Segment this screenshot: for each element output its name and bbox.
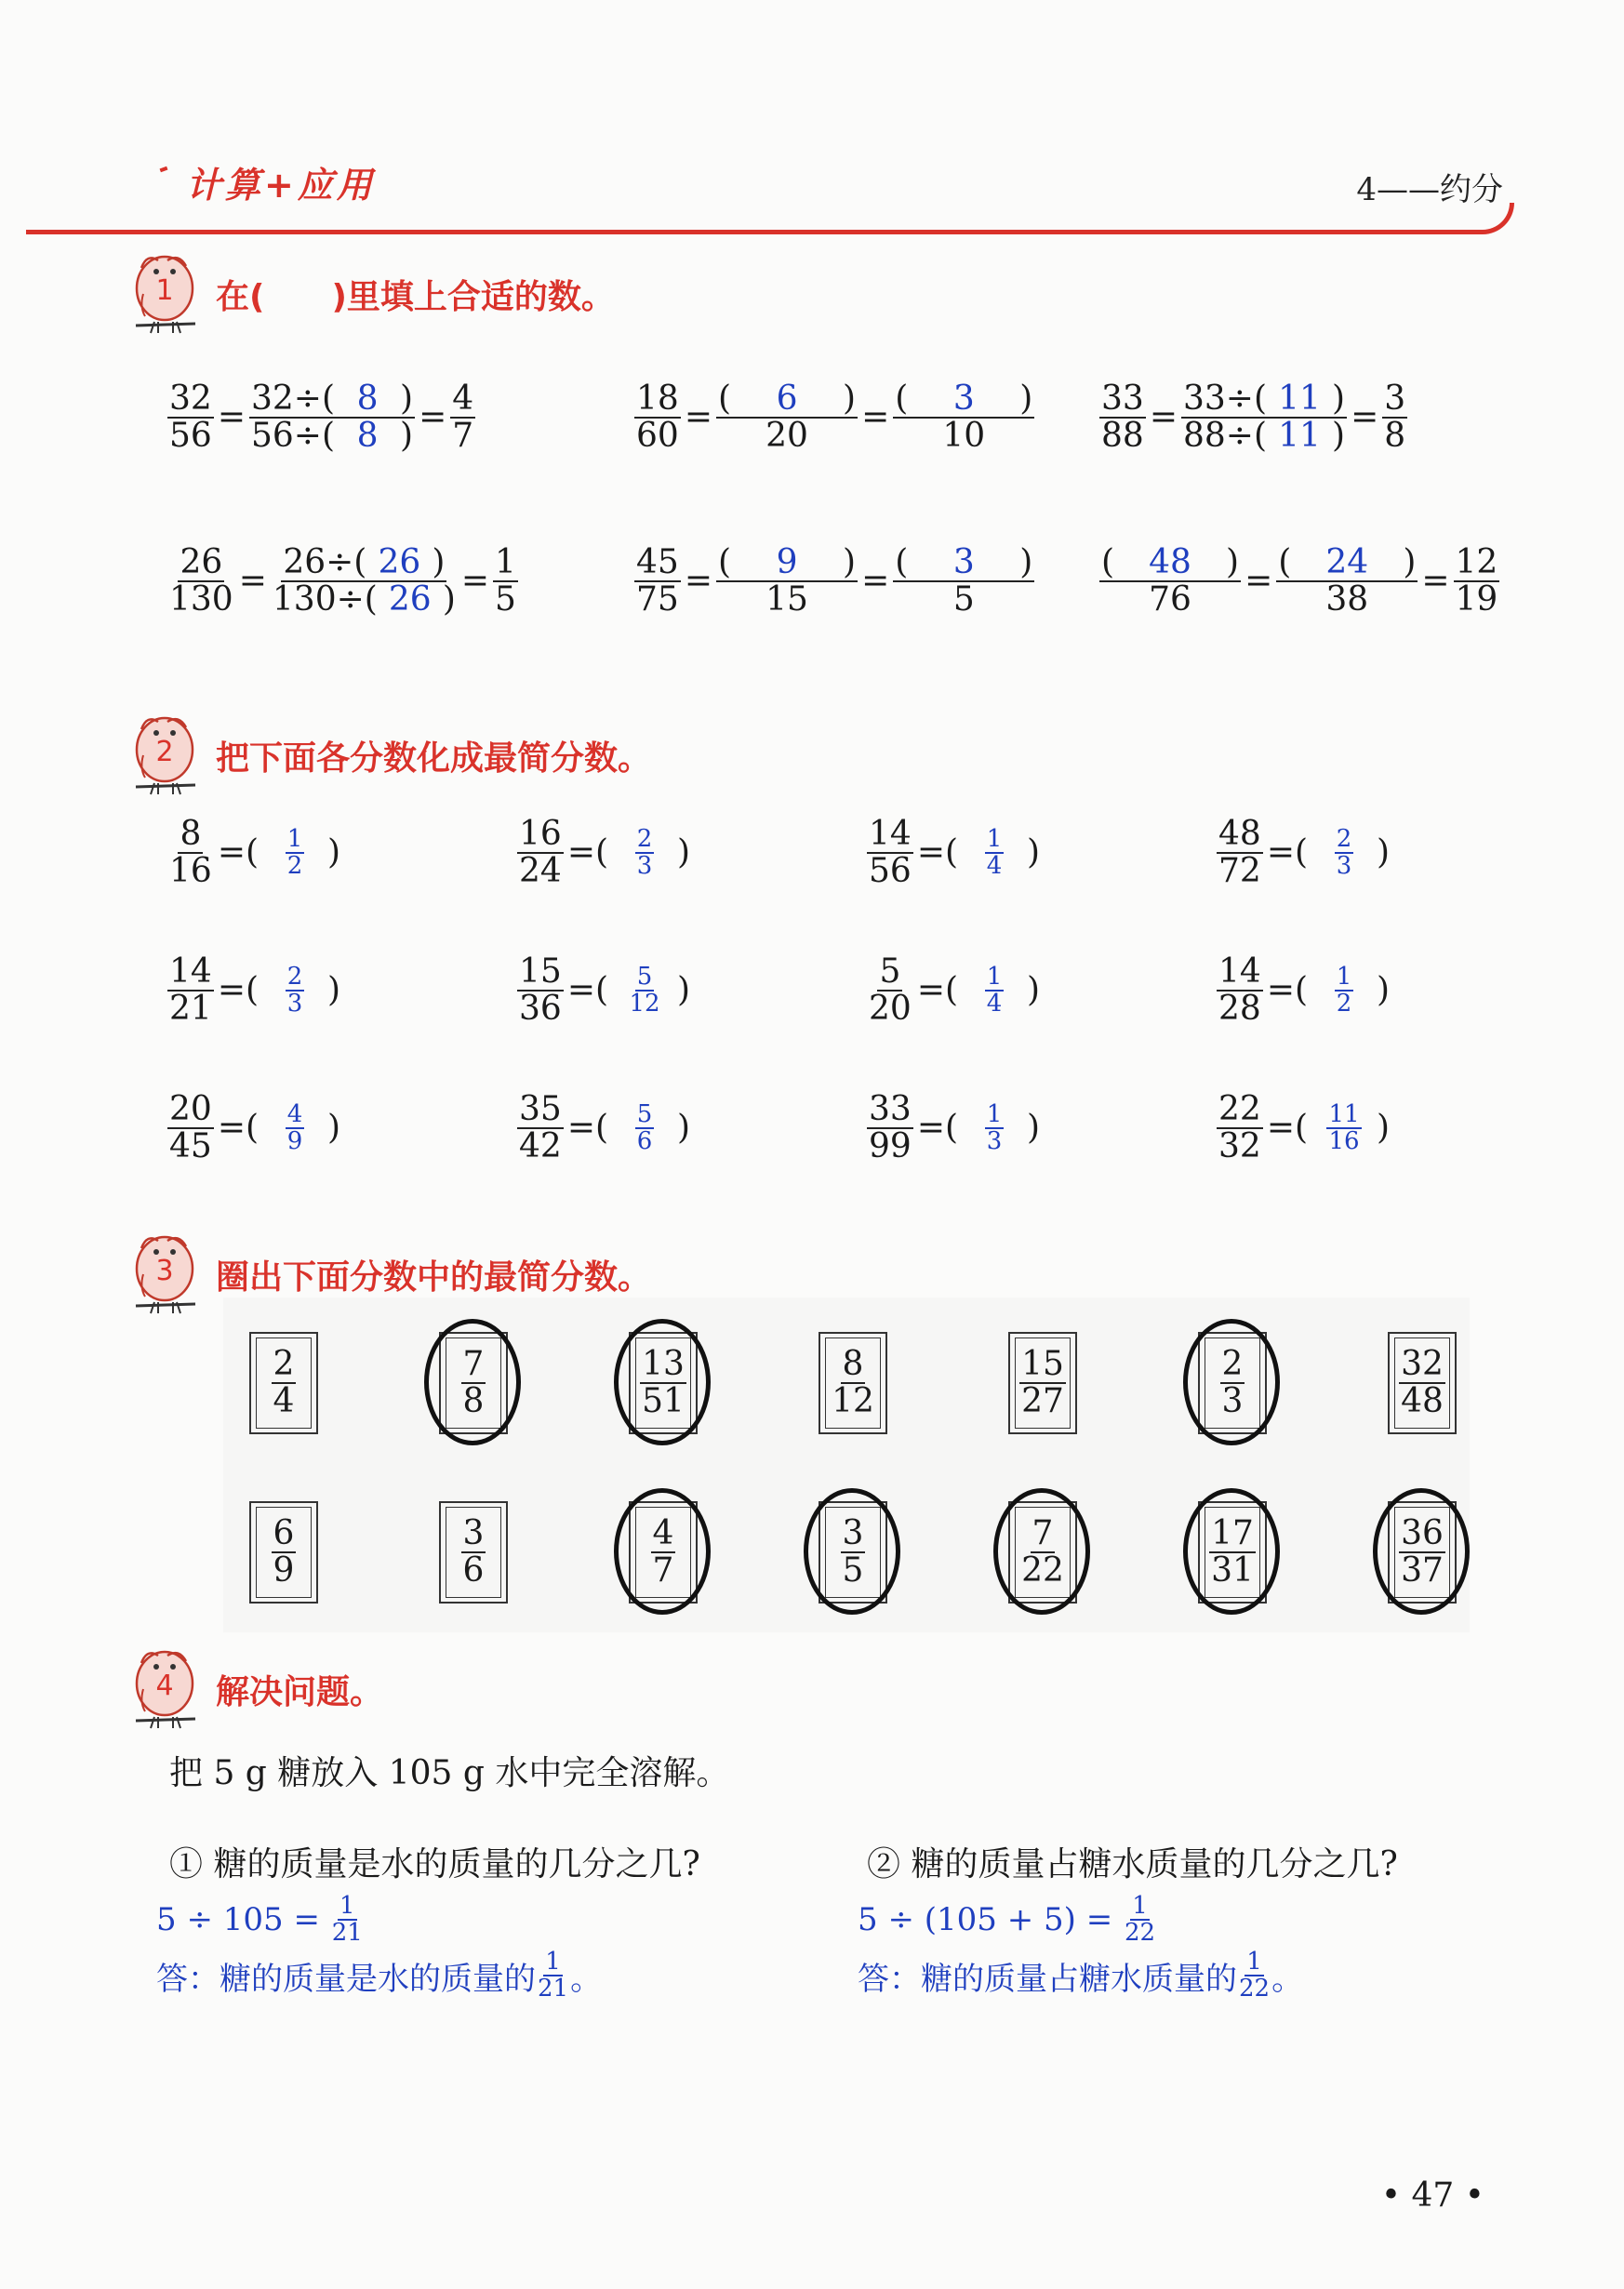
owl-badge-icon	[130, 711, 199, 800]
section-3-number: 3	[155, 1255, 174, 1287]
section-4-header	[130, 1644, 383, 1734]
s3-fraction-box: $\frac{32}{48}$	[1388, 1332, 1457, 1434]
s2-item: $\frac{15}{36}$ =( $\frac{5}{12}$ )	[519, 952, 691, 1028]
s1-eq-3: $\frac{33}{88}$ = $\frac{33\div( 11 )}{88\div( 11 )}$ = $\frac{3}{8}$	[1101, 379, 1406, 455]
s3-fraction-box: $\frac{2}{3}$	[1198, 1332, 1267, 1434]
s2-item: $\frac{16}{24}$ =( $\frac{2}{3}$ )	[519, 815, 691, 890]
s2-item: $\frac{14}{56}$ =( $\frac{1}{4}$ )	[869, 815, 1041, 890]
s3-circle-mark	[614, 1319, 711, 1445]
s3-fraction-box: $\frac{3}{5}$	[819, 1501, 887, 1604]
header-chapter: 4——约分	[1356, 171, 1503, 208]
owl-badge-icon	[130, 1230, 199, 1319]
section-1-header	[130, 249, 615, 339]
s3-circle-mark	[1373, 1488, 1470, 1615]
owl-badge-icon	[130, 1644, 199, 1734]
s2-item: $\frac{14}{21}$ =( $\frac{2}{3}$ )	[169, 952, 341, 1028]
owl-badge-icon	[130, 249, 199, 339]
s2-item: $\frac{33}{99}$ =( $\frac{1}{3}$ )	[869, 1090, 1041, 1165]
section-2-number: 2	[155, 736, 174, 768]
s3-circle-mark	[424, 1319, 521, 1445]
s2-item: $\frac{20}{45}$ =( $\frac{4}{9}$ )	[169, 1090, 341, 1165]
s2-item: $\frac{35}{42}$ =( $\frac{5}{6}$ )	[519, 1090, 691, 1165]
answer-1-text: 答：糖的质量是水的质量的 $\frac{1}{21}$ 。	[156, 1948, 603, 2003]
s2-item: $\frac{48}{72}$ =( $\frac{2}{3}$ )	[1218, 815, 1391, 890]
section-2-title: 把下面各分数化成最简分数。	[216, 739, 652, 778]
s2-item: $\frac{5}{20}$ =( $\frac{1}{4}$ )	[869, 952, 1041, 1028]
header-underline	[26, 203, 1514, 234]
s3-fraction-box: $\frac{4}{7}$	[629, 1501, 698, 1604]
s3-circle-mark	[804, 1488, 900, 1615]
header-title: 计算+应用	[186, 165, 376, 206]
s3-fraction-box: $\frac{15}{27}$	[1008, 1332, 1077, 1434]
question-2: ② 糖的质量占糖水质量的几分之几?	[867, 1845, 1398, 1883]
s3-circle-mark	[993, 1488, 1090, 1615]
s3-fraction-box: $\frac{2}{4}$	[249, 1332, 318, 1434]
problem-statement: 把 5 g 糖放入 105 g 水中完全溶解。	[169, 1754, 730, 1792]
s2-item: $\frac{8}{16}$ =( $\frac{1}{2}$ )	[169, 815, 341, 890]
s1-eq-2: $\frac{18}{60}$ = $\frac{( 6 )}{20}$ = $\frac{( 3 )}{10}$	[636, 379, 1033, 455]
section-1-title: 在( )里填上合适的数。	[216, 277, 615, 316]
s3-circle-mark	[614, 1488, 711, 1615]
s1-eq-1: $\frac{32}{56}$ = $\frac{32\div( 8 )}{56\div( 8 )}$ = $\frac{4}{7}$	[169, 379, 474, 455]
s3-circle-mark	[1183, 1488, 1280, 1615]
s1-eq-6: $\frac{( 48 )}{76}$ = $\frac{( 24 )}{38}$ = $\frac{12}{19}$	[1101, 543, 1498, 619]
s3-fraction-box: $\frac{36}{37}$	[1388, 1501, 1457, 1604]
s3-fraction-box: $\frac{7}{8}$	[439, 1332, 508, 1434]
s2-item: $\frac{22}{32}$ =( $\frac{11}{16}$ )	[1218, 1090, 1391, 1165]
section-2-header	[130, 711, 651, 800]
answer-1-calc: 5 ÷ 105 = $\frac{1}{21}$	[156, 1892, 363, 1948]
question-1: ① 糖的质量是水的质量的几分之几?	[169, 1845, 700, 1883]
section-4-title: 解决问题。	[216, 1672, 384, 1711]
s3-fraction-box: $\frac{6}{9}$	[249, 1501, 318, 1604]
s3-fraction-box: $\frac{13}{51}$	[629, 1332, 698, 1434]
answer-2-text: 答：糖的质量占糖水质量的 $\frac{1}{22}$ 。	[858, 1948, 1304, 2003]
s3-circle-mark	[1183, 1319, 1280, 1445]
s1-eq-4: $\frac{26}{130}$ = $\frac{26\div( 26 )}{130\div( 26 )}$ = $\frac{1}{5}$	[169, 543, 516, 619]
section-4-number: 4	[155, 1670, 174, 1702]
section-1-number: 1	[155, 274, 174, 307]
page-number: • 47 •	[1380, 2176, 1484, 2215]
header-tick	[160, 166, 168, 172]
s3-fraction-box: $\frac{17}{31}$	[1198, 1501, 1267, 1604]
s3-fraction-box: $\frac{3}{6}$	[439, 1501, 508, 1604]
section-3-title: 圈出下面分数中的最简分数。	[216, 1258, 652, 1297]
s2-item: $\frac{14}{28}$ =( $\frac{1}{2}$ )	[1218, 952, 1391, 1028]
s1-eq-5: $\frac{45}{75}$ = $\frac{( 9 )}{15}$ = $\frac{( 3 )}{5}$	[636, 543, 1033, 619]
answer-2-calc: 5 ÷ (105 + 5) = $\frac{1}{22}$	[858, 1892, 1156, 1948]
s3-fraction-box: $\frac{8}{12}$	[819, 1332, 887, 1434]
s3-fraction-box: $\frac{7}{22}$	[1008, 1501, 1077, 1604]
